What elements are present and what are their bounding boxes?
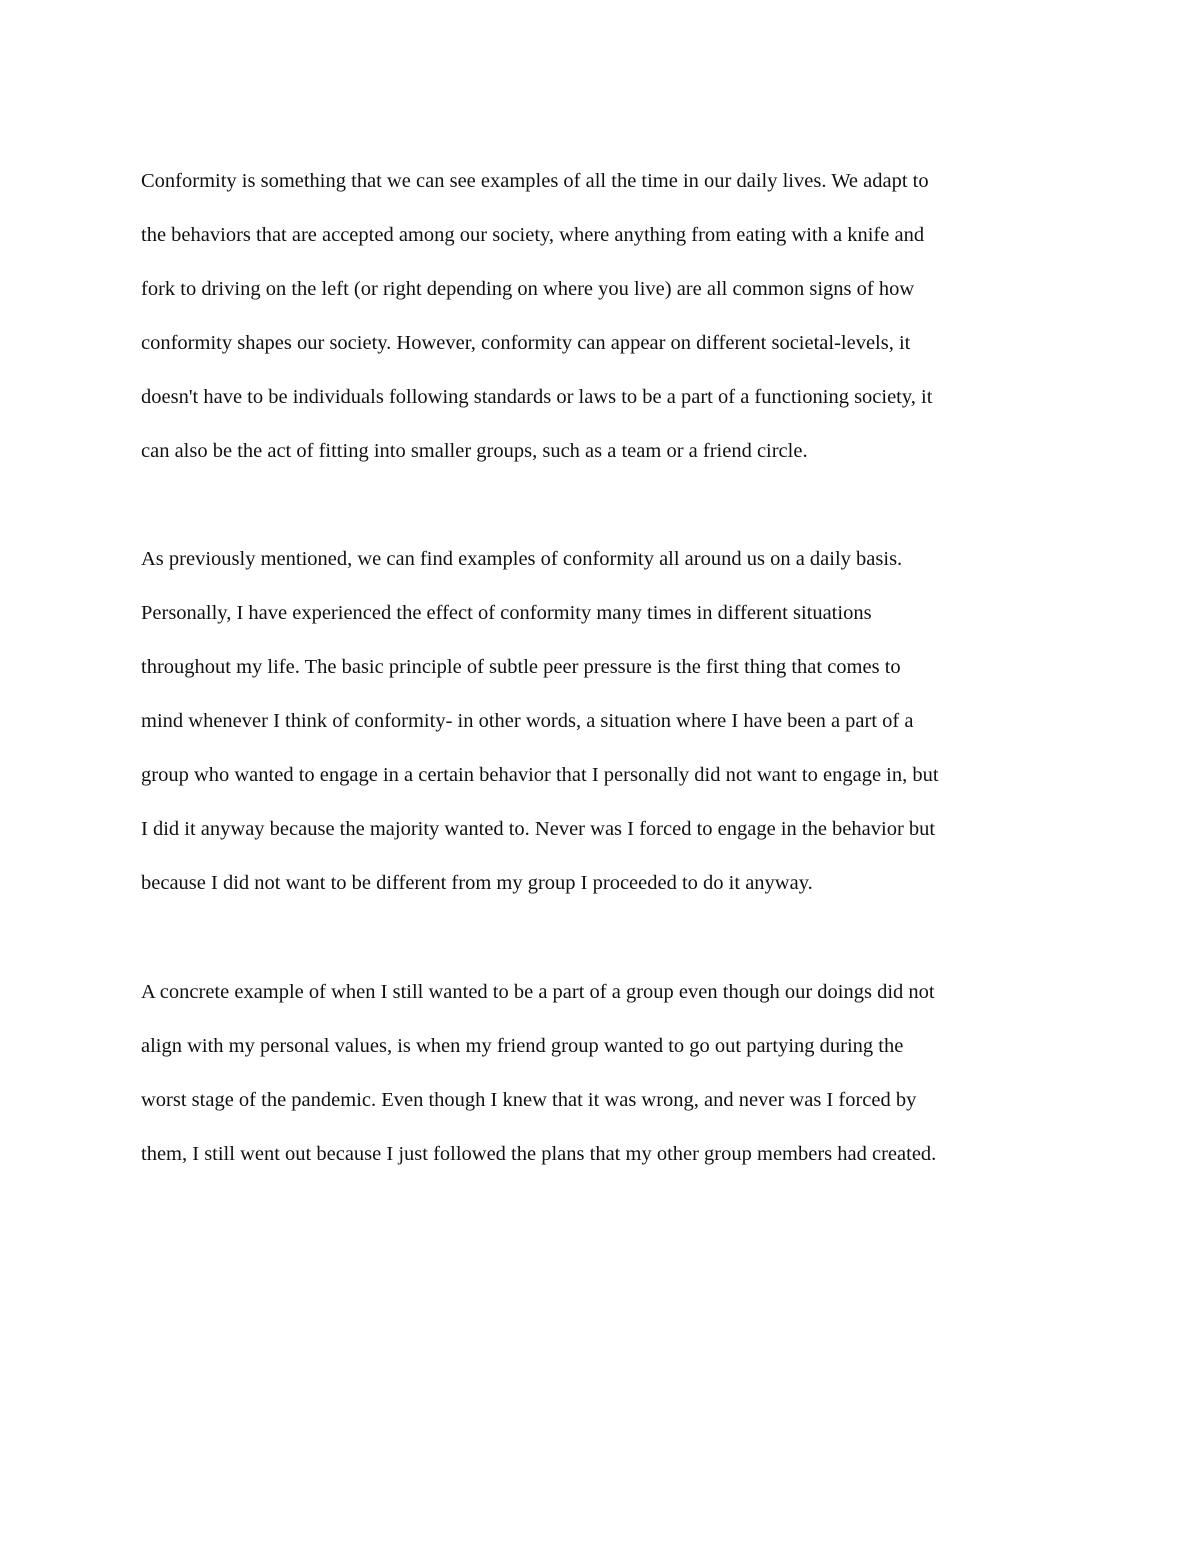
paragraph-line: them, I still went out because I just followed the plans that my other group members had created. — [141, 1143, 937, 1165]
paragraph-line: worst stage of the pandemic. Even though I knew that it was wrong, and never was I forced by — [141, 1089, 917, 1111]
paragraph-line: group who wanted to engage in a certain behavior that I personally did not want to engage in, but — [141, 764, 939, 786]
paragraph-line: Personally, I have experienced the effect of conformity many times in different situations — [141, 602, 872, 624]
paragraph-line: As previously mentioned, we can find examples of conformity all around us on a daily basis. — [141, 548, 903, 570]
paragraph-line: conformity shapes our society. However, conformity can appear on different societal-levels, it — [141, 332, 911, 354]
paragraph-line: Conformity is something that we can see examples of all the time in our daily lives. We adapt to — [141, 170, 929, 192]
paragraph-line: A concrete example of when I still wanted to be a part of a group even though our doings did not — [141, 981, 935, 1003]
paragraph-line: the behaviors that are accepted among our society, where anything from eating with a knife and — [141, 224, 925, 246]
paragraph-line: because I did not want to be different from my group I proceeded to do it anyway. — [141, 872, 813, 894]
paragraph-line: throughout my life. The basic principle of subtle peer pressure is the first thing that comes to — [141, 656, 901, 678]
paragraph-line: fork to driving on the left (or right depending on where you live) are all common signs of how — [141, 278, 915, 300]
paragraph-line: can also be the act of fitting into smaller groups, such as a team or a friend circle. — [141, 440, 808, 462]
paragraph-line: doesn't have to be individuals following standards or laws to be a part of a functioning society, it — [141, 386, 933, 408]
paragraph-line: I did it anyway because the majority wanted to. Never was I forced to engage in the behavior but — [141, 818, 936, 840]
paragraph-line: mind whenever I think of conformity- in other words, a situation where I have been a part of a — [141, 710, 914, 732]
paragraph-line: align with my personal values, is when my friend group wanted to go out partying during the — [141, 1035, 904, 1057]
